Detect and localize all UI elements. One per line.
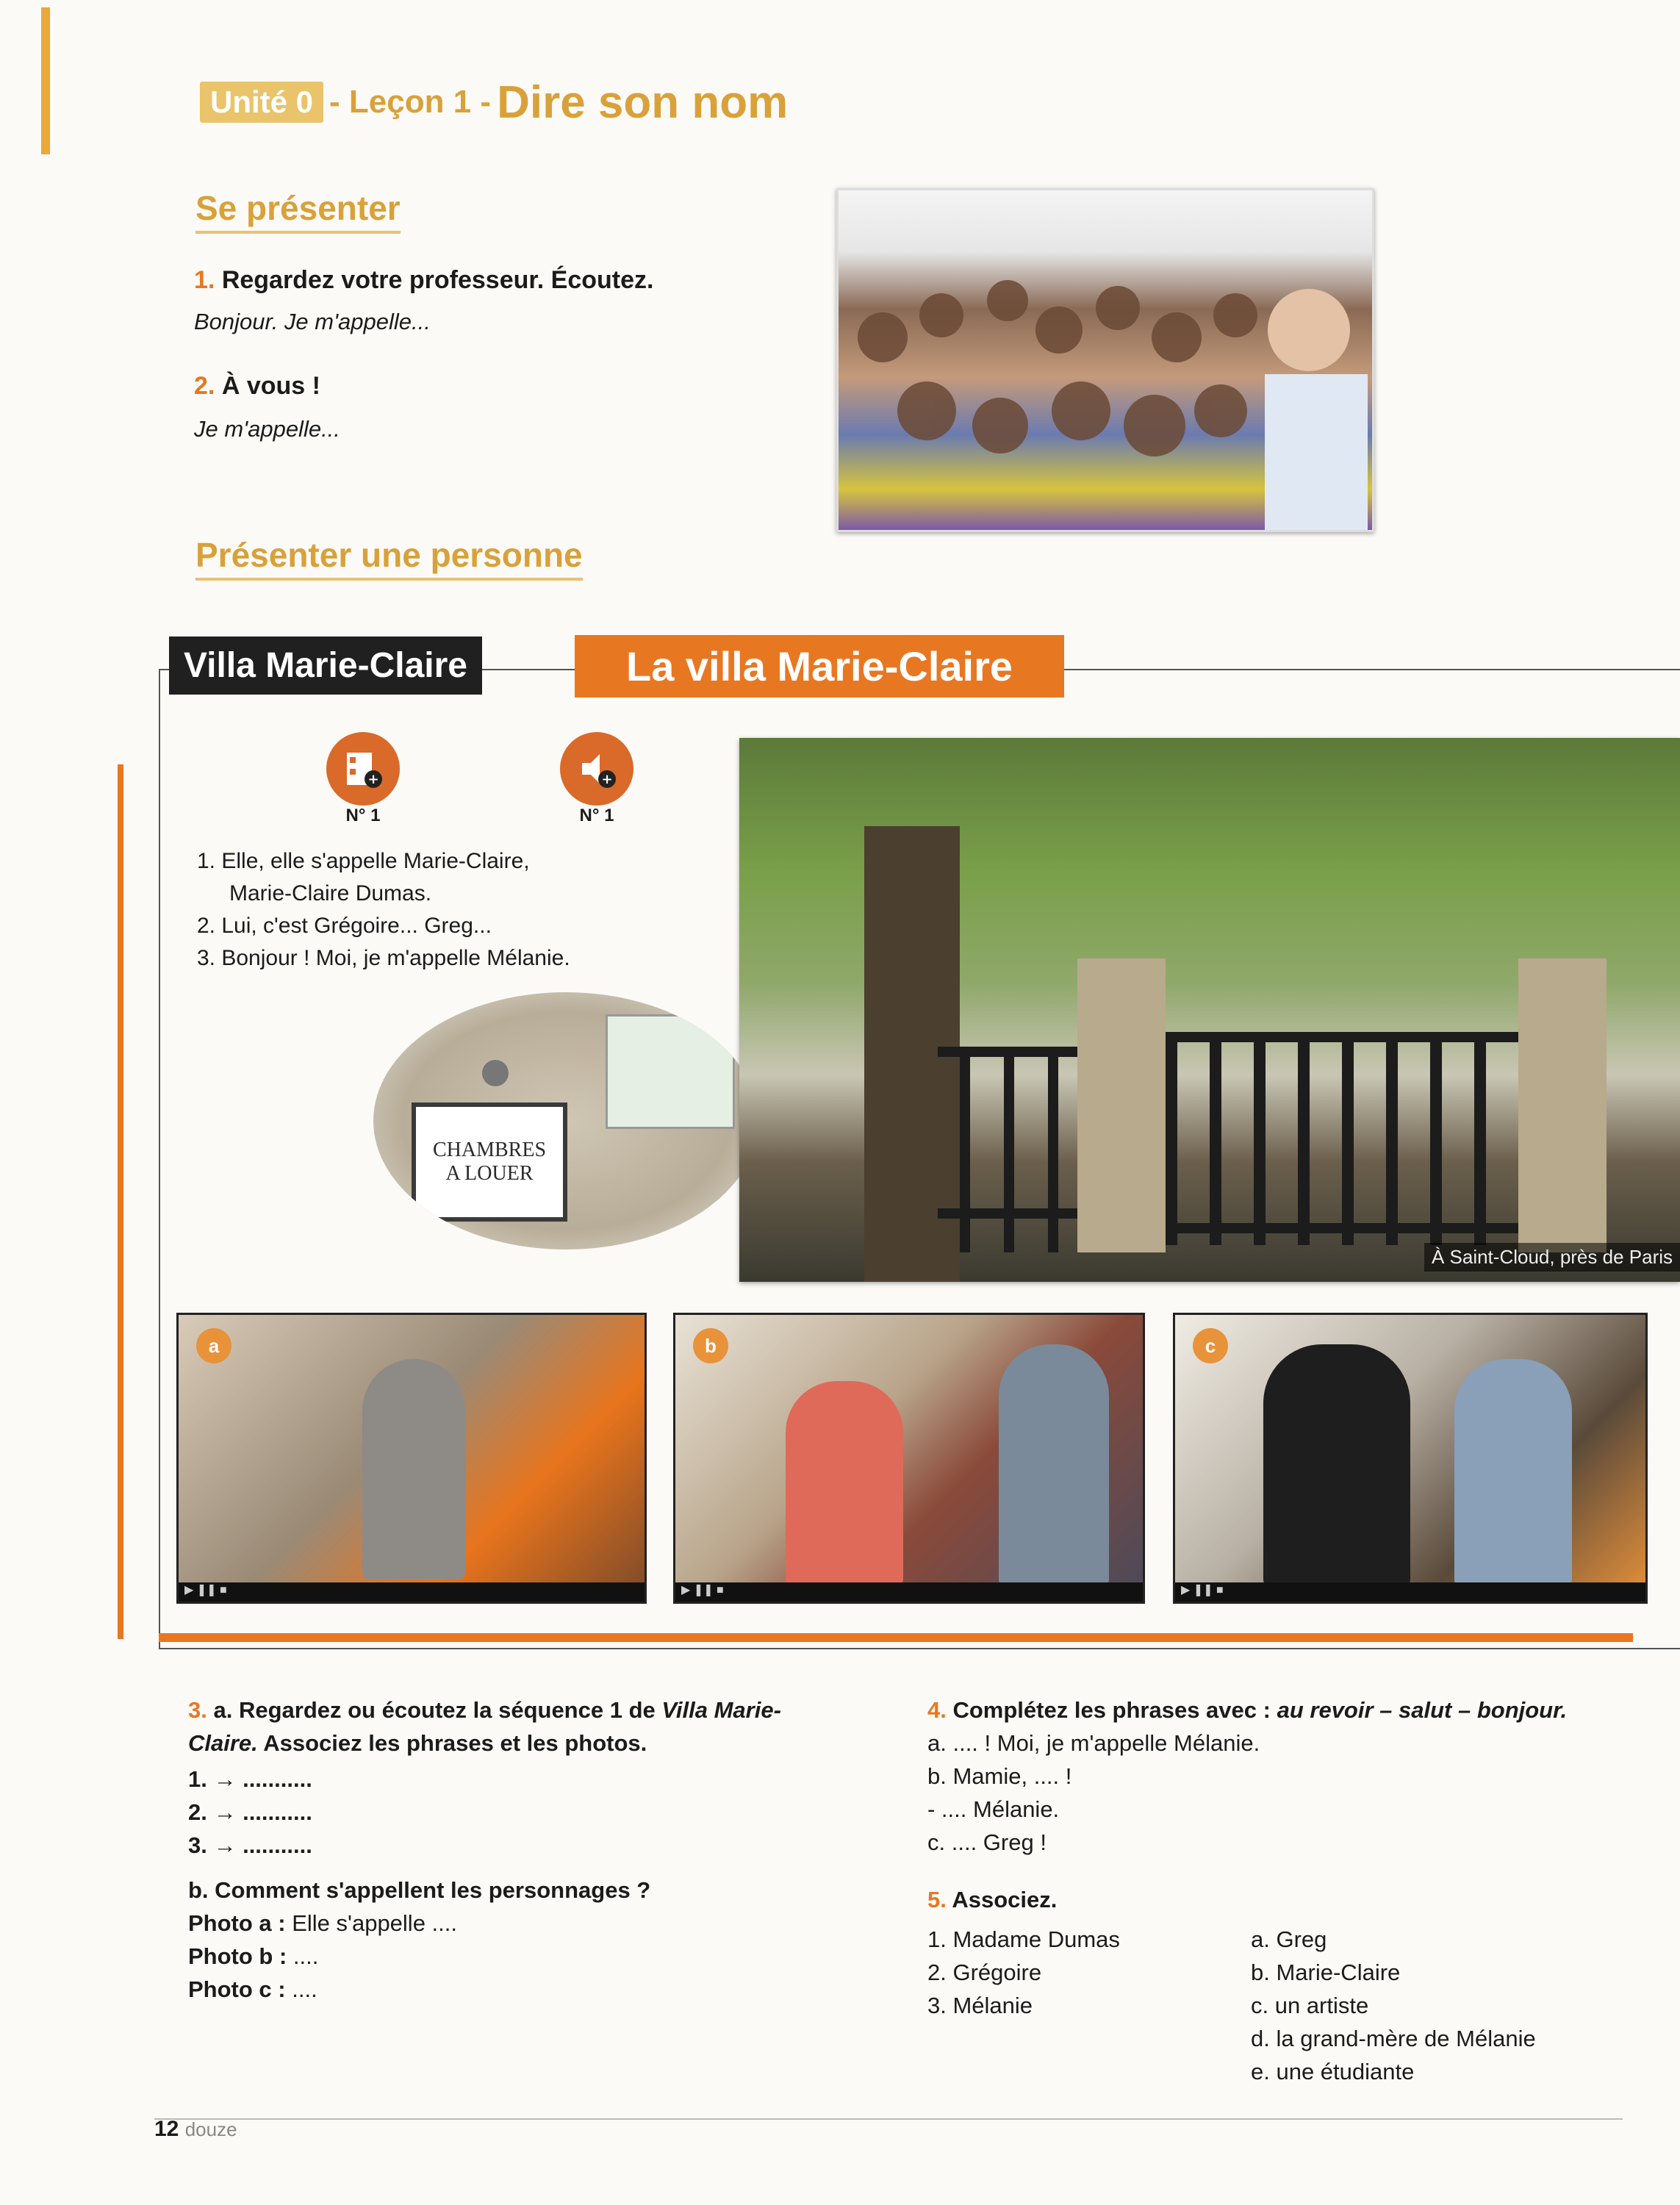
resource-number: N° 1 xyxy=(345,806,381,825)
person-figure xyxy=(1454,1359,1572,1587)
match-item-right[interactable]: e. une étudiante xyxy=(1251,2059,1415,2084)
play-icon[interactable]: ▶ ❚❚ ■ xyxy=(1181,1584,1224,1596)
group-photo xyxy=(836,188,1374,532)
sign-board xyxy=(412,1102,567,1222)
page-edge-accent xyxy=(41,7,50,154)
sign-text: A LOUER xyxy=(445,1162,534,1185)
sentence-line[interactable]: - .... Mélanie. xyxy=(927,1796,1060,1822)
photo-b-line xyxy=(188,1940,828,1973)
film-plus-icon xyxy=(326,732,400,806)
intercom xyxy=(482,1060,509,1086)
section-heading-se-presenter: Se présenter xyxy=(195,188,401,234)
villa-frame-orange-edge-bottom xyxy=(159,1633,1633,1642)
exercise-3-title-b: Associez les phrases et les photos. xyxy=(263,1730,647,1756)
person-figure xyxy=(1263,1344,1410,1587)
photo-badge: a xyxy=(196,1328,231,1363)
video-resource[interactable] xyxy=(326,732,400,826)
photo-badge: b xyxy=(693,1328,728,1363)
answer-line[interactable]: 3. → ........... xyxy=(188,1832,312,1858)
footer-rule xyxy=(154,2118,1623,2120)
exercise-4-title-text: Complétez les phrases avec : xyxy=(952,1697,1271,1723)
exercise-1 xyxy=(194,266,653,295)
exercise-text: À vous ! xyxy=(221,372,320,400)
play-icon[interactable]: ▶ ❚❚ ■ xyxy=(184,1584,227,1596)
exercise-5-title xyxy=(927,1883,1057,1916)
exercise-4-title xyxy=(927,1693,1655,1727)
video-controls[interactable] xyxy=(179,1582,645,1602)
photo-label: Photo b : xyxy=(188,1943,287,1969)
photo-answer[interactable]: .... xyxy=(292,1976,317,2002)
answer-line[interactable]: 2. → ........... xyxy=(188,1799,312,1825)
exercise-text: Regardez votre professeur. Écoutez. xyxy=(221,266,654,294)
exercise-number: 2. xyxy=(194,372,215,400)
exercise-4 xyxy=(927,1693,1655,1859)
lesson-label: - Leçon 1 - xyxy=(329,84,492,120)
sentence-line[interactable]: b. Mamie, .... ! xyxy=(927,1763,1072,1789)
page-footer xyxy=(154,2117,237,2142)
answer-line[interactable]: 1. → ........... xyxy=(188,1766,312,1792)
match-item-left[interactable]: 1. Madame Dumas xyxy=(927,1926,1120,1952)
page-word: douze xyxy=(184,2118,237,2140)
resource-number: N° 1 xyxy=(579,806,614,825)
video-thumbnail-b[interactable] xyxy=(673,1313,1145,1604)
tab-villa-marie-claire: Villa Marie-Claire xyxy=(169,637,482,695)
photo-caption: À Saint-Cloud, près de Paris xyxy=(1424,1243,1680,1272)
unit-label: Unité 0 xyxy=(200,82,323,123)
sentence-line[interactable]: c. .... Greg ! xyxy=(927,1829,1047,1855)
video-thumbnail-c[interactable] xyxy=(1173,1313,1648,1604)
sentence-line[interactable]: a. .... ! Moi, je m'appelle Mélanie. xyxy=(927,1730,1260,1756)
video-thumbnail-a[interactable] xyxy=(176,1313,647,1604)
name-plaque xyxy=(606,1014,735,1129)
exercise-2 xyxy=(194,372,320,401)
audio-plus-icon xyxy=(560,732,633,806)
list-item: 2. Lui, c'est Grégoire... Greg... xyxy=(197,914,492,938)
match-item-right[interactable]: d. la grand-mère de Mélanie xyxy=(1251,2026,1536,2051)
person-figure xyxy=(786,1381,903,1587)
photo-label: Photo a : xyxy=(188,1910,286,1936)
match-item-left[interactable]: 3. Mélanie xyxy=(927,1993,1033,2018)
match-item-right[interactable]: a. Greg xyxy=(1251,1926,1327,1952)
exercise-number: 5. xyxy=(927,1887,947,1912)
list-item: 1. Elle, elle s'appelle Marie-Claire, xyxy=(197,849,530,873)
photo-answer[interactable]: Elle s'appelle .... xyxy=(292,1910,457,1936)
list-item: Marie-Claire Dumas. xyxy=(229,881,432,906)
photo-label: Photo c : xyxy=(188,1976,286,2002)
audio-resource[interactable] xyxy=(560,732,633,826)
gate-illustration xyxy=(739,738,1680,1282)
photo-answer[interactable]: .... xyxy=(292,1943,319,1969)
person-figure xyxy=(999,1344,1109,1587)
match-item-left[interactable]: 2. Grégoire xyxy=(927,1960,1042,1985)
exercise-number: 3. xyxy=(188,1697,207,1723)
list-item: 3. Bonjour ! Moi, je m'appelle Mélanie. xyxy=(197,946,570,970)
exercise-5-title-text: Associez. xyxy=(952,1887,1058,1912)
match-item-right[interactable]: b. Marie-Claire xyxy=(1251,1960,1401,1985)
exercise-number: 4. xyxy=(927,1697,947,1723)
exercise-5-right-list xyxy=(1251,1923,1536,2088)
page-number: 12 xyxy=(154,2117,179,2141)
exercise-3 xyxy=(188,1693,828,2006)
exercise-3-title xyxy=(188,1693,828,1760)
crowd-illustration xyxy=(839,190,1372,530)
villa-frame-orange-edge-left xyxy=(118,764,123,1639)
svg-text:+: + xyxy=(601,772,613,787)
photo-a-line xyxy=(188,1907,828,1940)
exercise-4-title-italic: au revoir – salut – bonjour. xyxy=(1277,1697,1568,1723)
exercise-2-sample: Je m'appelle... xyxy=(194,416,340,442)
sign-text: CHAMBRES xyxy=(432,1139,547,1161)
lesson-header xyxy=(200,76,788,128)
lesson-title: Dire son nom xyxy=(497,76,789,128)
dialogue-list xyxy=(197,845,570,975)
video-controls[interactable] xyxy=(675,1582,1143,1602)
tab-la-villa-marie-claire: La villa Marie-Claire xyxy=(575,635,1064,698)
person-figure xyxy=(362,1359,465,1580)
exercise-5-left-list xyxy=(927,1923,1120,2022)
photo-badge: c xyxy=(1193,1328,1228,1363)
villa-gate-photo xyxy=(739,738,1680,1282)
exercise-3-title-italic: Villa Marie-Claire. xyxy=(188,1697,781,1756)
exercise-3-title-a: a. Regardez ou écoutez la séquence 1 de xyxy=(213,1697,656,1723)
section-heading-presenter-une-personne: Présenter une personne xyxy=(195,535,583,581)
chambres-sign-photo xyxy=(373,992,758,1250)
play-icon[interactable]: ▶ ❚❚ ■ xyxy=(681,1584,724,1596)
match-item-right[interactable]: c. un artiste xyxy=(1251,1993,1369,2018)
svg-text:+: + xyxy=(367,772,379,787)
exercise-1-sample: Bonjour. Je m'appelle... xyxy=(194,309,431,334)
video-controls[interactable] xyxy=(1175,1582,1645,1602)
photo-c-line xyxy=(188,1973,828,2006)
exercise-number: 1. xyxy=(194,266,215,294)
exercise-3b-title: b. Comment s'appellent les personnages ? xyxy=(188,1877,651,1903)
